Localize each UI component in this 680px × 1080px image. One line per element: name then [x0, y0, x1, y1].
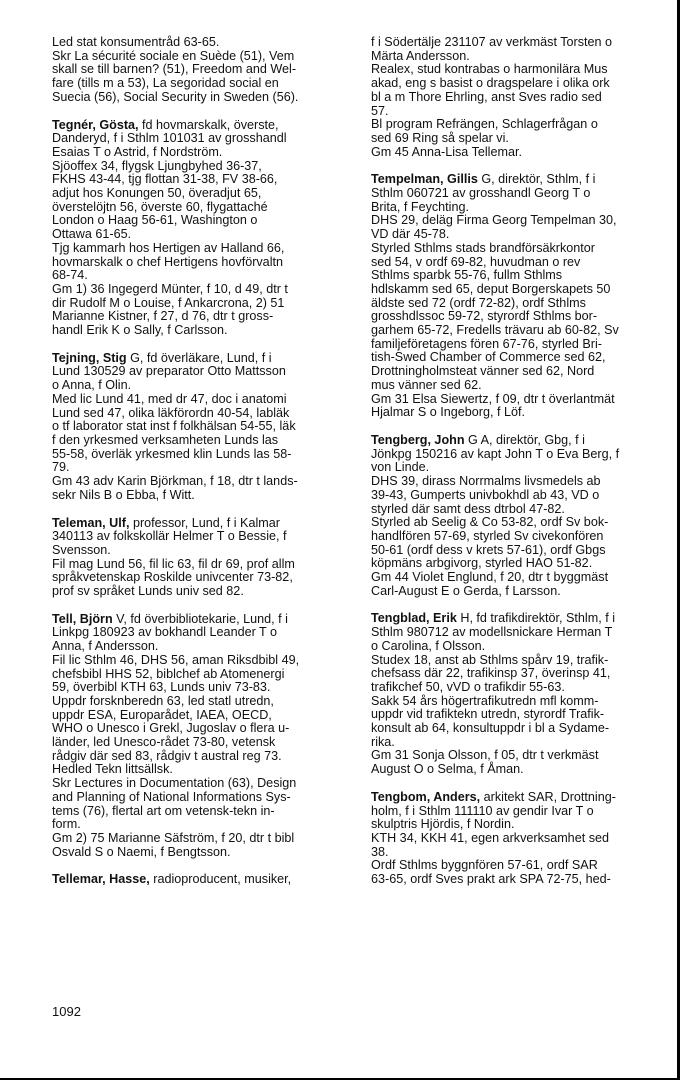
entry-paragraph: [52, 695, 358, 764]
entry-paragraph: [371, 393, 677, 420]
entry-text: professor, Lund, f i Kalmar 340113 av folkskollär Helmer T o Bessie, f Svensson.: [52, 515, 287, 557]
entry-paragraph: [52, 873, 358, 887]
entry-text: G A, direktör, Gbg, f i Jönkpg 150216 av kapt John T o Eva Berg, f von Linde.: [371, 432, 620, 475]
left-column: [52, 36, 358, 901]
entry-text: Med lic Lund 41, med dr 47, doc i anatomi Lund sed 47, olika läkförordn 40-54, labläk o tf laborator stat inst f folkhälsan 54-55, läk f den yrkesmed verksamheten Lunds las 55-58, överläk yrkesmed klin Lunds las 58- 79.: [52, 391, 296, 475]
entry-text: Styrled Sthlms stads brandförsäkrkontor sed 54, v ordf 69-82, huvudman o rev Sthlms sparbk 55-76, fullm Sthlms hdlskamm sed 65, deput Borgerskapets 50 äldste sed 72 (ordf 72-82), ordf Sthlms grosshdlssoc 59-72, styrordf Sthlms bor- garhem 65-72, Fredells trävaru ab 60-82, Sv familjeföretagens fören 67-76, styrled Bri- tish-Swed Chamber of Commerce sed 62, Drottningholmsteat vänner sed 62, Nord mus vänner sed 62.: [371, 240, 619, 392]
entry-text: Sjöoffex 34, flygsk Ljungbyhed 36-37, FKHS 43-44, tjg flottan 31-38, FV 38-66, adjut hos Konungen 50, överadjut 65, överstelöjtn 56, överste 60, flygattaché London o Haag 56-61, Washington o Ottawa 61-65.: [52, 158, 278, 242]
entry-paragraph: [52, 763, 358, 777]
entry-paragraph: [52, 777, 358, 832]
biography-entry: [52, 352, 358, 503]
biography-entry: [371, 434, 677, 598]
entry-text: V, fd överbibliotekarie, Lund, f i Linkpg 180923 av bokhandl Leander T o Anna, f Andersson.: [52, 611, 288, 654]
biography-entry: [371, 36, 677, 159]
entry-text: fd hovmarskalk, överste, Danderyd, f i Sthlm 101031 av grosshandl Esaias T o Astrid, f Nordström.: [52, 117, 287, 159]
entry-paragraph: [52, 393, 358, 475]
entry-name: Tengberg, John: [371, 432, 465, 447]
entry-text: Gm 31 Sonja Olsson, f 05, dtr t verkmäst August O o Selma, f Åman.: [371, 748, 599, 777]
entry-paragraph: [371, 36, 677, 63]
entry-text: Bl program Refrängen, Schlagerfrågan o sed 69 Ring så spelar vi.: [371, 117, 598, 145]
entry-text: Led stat konsumentråd 63-65.: [52, 35, 220, 49]
biography-entry: [371, 173, 677, 420]
entry-name: Tengblad, Erik: [371, 611, 457, 626]
entry-text: Styrled ab Seelig & Co 53-82, ordf Sv bok- handlfören 57-69, styrled Sv civekonfören 50-61 (ordf dess v krets 57-61), ordf Gbgs köpmäns arbgivorg, styrled HAO 51-82.: [371, 515, 609, 571]
entry-text: Gm 43 adv Karin Björkman, f 18, dtr t lands- sekr Nils B o Ebba, f Witt.: [52, 474, 298, 502]
entry-text: Tjg kammarh hos Hertigen av Halland 66, hovmarskalk o chef Hertigens hovförvaltn 68-74.: [52, 240, 285, 283]
entry-text: Hedled Tekn littsällsk.: [52, 762, 173, 777]
entry-paragraph: [371, 214, 677, 241]
page-number: 1092: [52, 1004, 81, 1019]
entry-paragraph: [371, 832, 677, 859]
entry-paragraph: [371, 571, 677, 598]
entry-paragraph: [371, 146, 677, 160]
entry-paragraph: [371, 612, 677, 653]
entry-text: H, fd trafikdirektör, Sthlm, f i Sthlm 980712 av modellsnickare Herman T o Carolina, f Olsson.: [371, 611, 616, 653]
biography-entry: [371, 612, 677, 776]
entry-text: G, direktör, Sthlm, f i Sthlm 060721 av grosshandl Georg T o Brita, f Feychting.: [371, 172, 596, 214]
entry-text: Skr Lectures in Documentation (63), Design and Planning of National Informations Sys- tems (76), flertal art om vetensk-tekn in- form.: [52, 776, 297, 832]
entry-text: Skr La sécurité sociale en Suède (51), Vem skall se till barnen? (51), Freedom and Wel- fare (tills m a 53), La segoridad social en Suecia (56), Social Security in Sweden (56).: [52, 48, 299, 104]
entry-text: G, fd överläkare, Lund, f i Lund 130529 av preparator Otto Mattsson o Anna, f Olin.: [52, 350, 286, 393]
entry-name: Tempelman, Gillis: [371, 172, 478, 187]
entry-paragraph: [371, 791, 677, 832]
entry-paragraph: [371, 242, 677, 393]
entry-paragraph: [52, 475, 358, 502]
entry-paragraph: [52, 283, 358, 338]
entry-paragraph: [371, 434, 677, 475]
entry-paragraph: [371, 475, 677, 516]
entry-paragraph: [371, 173, 677, 214]
entry-paragraph: [52, 352, 358, 393]
entry-text: Sakk 54 års högertrafikutredn mfl komm- uppdr vid trafiktekn utredn, styrordf Trafik- konsult ab 64, konsultuppdr i bl a Sydame- rika.: [371, 693, 610, 749]
entry-text: DHS 39, dirass Norrmalms livsmedels ab 39-43, Gumperts univbokhdl ab 43, VD o styrled där samt dess dtrbol 47-82.: [371, 474, 601, 516]
entry-paragraph: [371, 695, 677, 750]
entry-text: Realex, stud kontrabas o harmonilära Mus akad, eng s basist o dragspelare i olika ork bl a m Thore Ehrling, anst Sves radio sed 57.: [371, 62, 610, 118]
biography-entry: [52, 517, 358, 599]
entry-paragraph: [371, 749, 677, 776]
entry-paragraph: [52, 36, 358, 50]
entry-text: arkitekt SAR, Drottning- holm, f i Sthlm 111110 av gendir Ivar T o skulptris Hjördis, f Nordin.: [371, 789, 616, 832]
entry-text: Studex 18, anst ab Sthlms spårv 19, trafik- chefsass där 22, trafikinsp 37, överinsp 41, trafikchef 50, vVD o trafikdir 55-63.: [371, 652, 611, 694]
entry-text: KTH 34, KKH 41, egen arkverksamhet sed 38.: [371, 830, 609, 859]
entry-paragraph: [371, 63, 677, 118]
entry-paragraph: [52, 832, 358, 859]
entry-text: Ordf Sthlms byggnfören 57-61, ordf SAR 63-65, ordf Sves prakt ark SPA 72-75, hed-: [371, 858, 611, 887]
entry-text: DHS 29, deläg Firma Georg Tempelman 30, VD där 45-78.: [371, 213, 617, 242]
biography-entry: [52, 613, 358, 860]
entry-paragraph: [52, 242, 358, 283]
entry-paragraph: [52, 654, 358, 695]
entry-name: Tellemar, Hasse,: [52, 872, 150, 887]
entry-paragraph: [371, 516, 677, 571]
entry-name: Tell, Björn: [52, 611, 113, 626]
right-column: [371, 36, 677, 901]
entry-text: Gm 2) 75 Marianne Säfström, f 20, dtr t bibl Osvald S o Naemi, f Bengtsson.: [52, 830, 295, 859]
entry-text: Gm 31 Elsa Siewertz, f 09, dtr t överlantmät Hjalmar S o Ingeborg, f Löf.: [371, 391, 615, 420]
biography-entry: [52, 873, 358, 887]
entry-text: Fil mag Lund 56, fil lic 63, fil dr 69, prof allm språkvetenskap Roskilde univcenter 73-82, prof sv språket Lunds univ sed 82.: [52, 556, 295, 599]
entry-text: Gm 1) 36 Ingegerd Münter, f 10, d 49, dtr t dir Rudolf M o Louise, f Ankarcrona, 2) 51 Marianne Kistner, f 27, d 76, dtr t gross- handl Erik K o Sally, f Carlsson.: [52, 281, 288, 338]
entry-paragraph: [52, 517, 358, 558]
entry-text: Gm 44 Violet Englund, f 20, dtr t byggmäst Carl-August E o Gerda, f Larsson.: [371, 570, 609, 598]
entry-paragraph: [52, 558, 358, 599]
entry-text: Gm 45 Anna-Lisa Tellemar.: [371, 144, 522, 159]
entry-paragraph: [52, 160, 358, 242]
entry-paragraph: [371, 118, 677, 145]
biography-entry: [371, 791, 677, 887]
entry-paragraph: [52, 613, 358, 654]
biography-entry: [52, 36, 358, 105]
entry-name: Tegnér, Gösta,: [52, 117, 139, 132]
entry-text: Uppdr forsknberedn 63, led statl utredn, uppdr ESA, Europarådet, IAEA, OECD, WHO o Unesco i Grekl, Jugoslav o flera u- länder, led Unesco-rådet 73-80, vetensk rådgiv där sed 83, rådgiv t austral reg 73.: [52, 693, 290, 763]
entry-text: f i Södertälje 231107 av verkmäst Torsten o Märta Andersson.: [371, 35, 613, 63]
entry-name: Tengbom, Anders,: [371, 789, 481, 804]
entry-name: Teleman, Ulf,: [52, 515, 130, 530]
entry-paragraph: [371, 654, 677, 695]
entry-name: Tejning, Stig: [52, 350, 127, 365]
entry-text: Fil lic Sthlm 46, DHS 56, aman Riksdbibl 49, chefsbibl HHS 52, biblchef ab Atomenergi 59, överbibl KTH 63, Lunds univ 73-83.: [52, 652, 300, 695]
entry-paragraph: [52, 119, 358, 160]
entry-text: radioproducent, musiker,: [149, 872, 292, 887]
entry-paragraph: [52, 50, 358, 105]
biography-entry: [52, 119, 358, 338]
entry-paragraph: [371, 859, 677, 886]
